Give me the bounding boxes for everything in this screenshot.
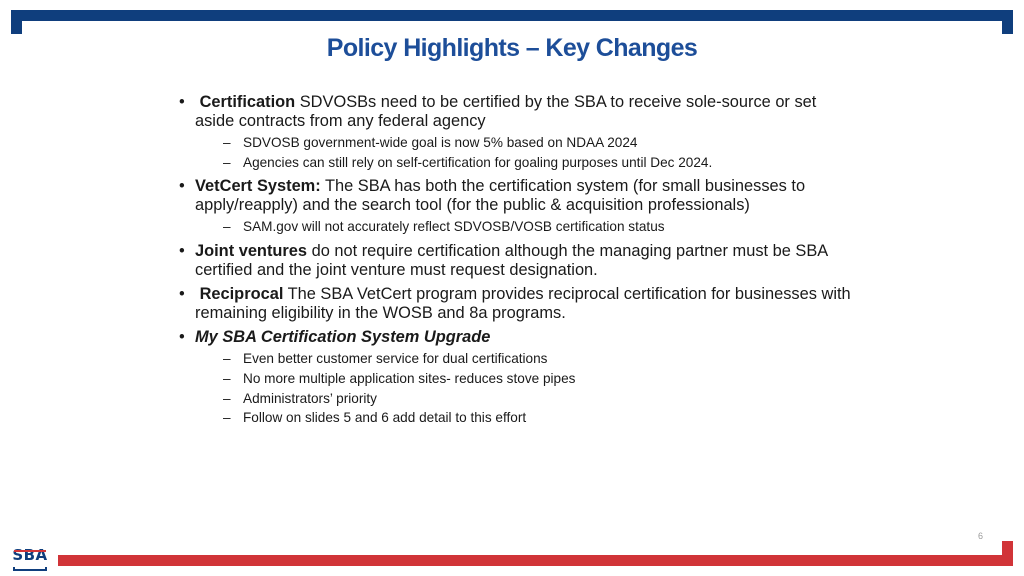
sub-item bbox=[223, 133, 859, 153]
sba-logo-text: SBA bbox=[12, 546, 48, 564]
bullet-text: SDVOSBs need to be certified by the SBA to receive sole-source or set aside contracts from any federal agency bbox=[195, 93, 817, 130]
dash: – bbox=[223, 154, 231, 170]
bullet-lead: Joint ventures bbox=[195, 242, 308, 261]
sub-text: No more multiple application sites- reduces stove pipes bbox=[243, 370, 576, 386]
dash: – bbox=[223, 135, 231, 150]
sub-list bbox=[223, 133, 859, 172]
dash: – bbox=[223, 410, 231, 426]
top-frame-left-corner bbox=[11, 10, 22, 34]
sub-list bbox=[223, 349, 859, 428]
sub-item bbox=[223, 153, 859, 173]
bullet-dot: • bbox=[179, 242, 185, 261]
bullet-dot: • bbox=[179, 93, 185, 111]
sub-list bbox=[223, 217, 859, 237]
bullet-reciprocal bbox=[179, 285, 859, 323]
sub-item bbox=[223, 349, 859, 369]
sub-text: SAM.gov will not accurately reflect SDVOSB/VOSB certification status bbox=[243, 219, 665, 235]
slide-body bbox=[179, 93, 859, 433]
bullet-dot: • bbox=[179, 285, 185, 304]
sub-text: Administrators’ priority bbox=[243, 390, 377, 406]
bullet-dot: • bbox=[179, 177, 185, 196]
sub-text: Agencies can still rely on self-certification for goaling purposes until Dec 2024. bbox=[243, 154, 713, 170]
bullet-dot: • bbox=[179, 328, 185, 347]
dash: – bbox=[223, 390, 231, 406]
bullet-text: The SBA VetCert program provides reciprocal certification for businesses with remaining eligibility in the WOSB and 8a programs. bbox=[195, 285, 851, 323]
bullet-text: do not require certification although the managing partner must be SBA certified and the joint venture must request designation. bbox=[195, 242, 828, 280]
bullet-joint-ventures bbox=[179, 242, 859, 280]
footer-right-corner bbox=[1002, 541, 1013, 566]
dash: – bbox=[223, 219, 231, 235]
bullet-lead: Reciprocal bbox=[199, 285, 284, 304]
sba-logo-mark bbox=[10, 546, 50, 572]
sub-text: Even better customer service for dual certifications bbox=[243, 351, 548, 367]
dash: – bbox=[223, 370, 231, 386]
footer-bar bbox=[58, 555, 1013, 566]
sub-text: SDVOSB government-wide goal is now 5% based on NDAA 2024 bbox=[243, 135, 638, 150]
sub-item bbox=[223, 369, 859, 389]
bullet-system-upgrade bbox=[179, 328, 859, 428]
sub-text: Follow on slides 5 and 6 add detail to this effort bbox=[243, 410, 527, 426]
bullet-certification bbox=[179, 93, 859, 172]
bullet-lead: Certification bbox=[199, 93, 296, 111]
bullet-lead: VetCert System: bbox=[195, 177, 321, 196]
sba-logo bbox=[10, 546, 50, 572]
top-frame-bar bbox=[11, 10, 1013, 21]
bullet-vetcert-system bbox=[179, 177, 859, 237]
sub-item bbox=[223, 217, 859, 237]
dash: – bbox=[223, 351, 231, 367]
bullet-lead: My SBA Certification System Upgrade bbox=[195, 328, 491, 347]
sub-item bbox=[223, 389, 859, 409]
slide-title: Policy Highlights – Key Changes bbox=[326, 34, 698, 62]
top-frame-right-corner bbox=[1002, 10, 1013, 34]
bullet-text: The SBA has both the certification system (for small businesses to apply/reapply) and the search tool (for the public & acquisition professionals) bbox=[195, 177, 806, 215]
sub-item bbox=[223, 408, 859, 428]
page-number: 6 bbox=[978, 531, 984, 541]
